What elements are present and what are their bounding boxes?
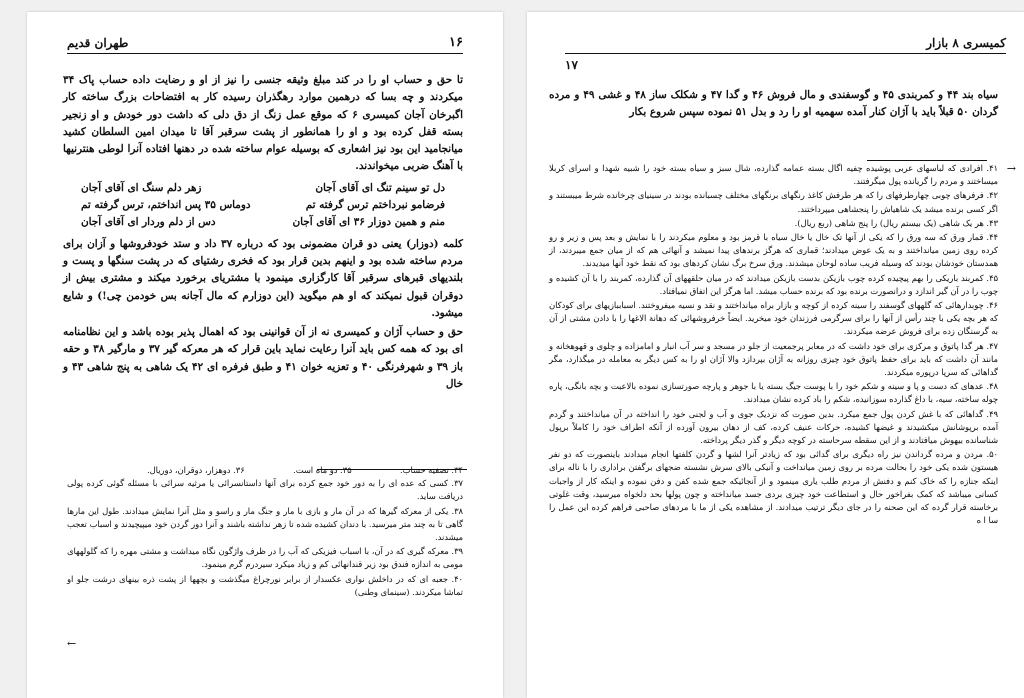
right-page [527, 12, 1024, 698]
verse-hemistich: دس از دلم وردار ای آقای آجان [81, 216, 216, 229]
footnote: ۳۵. دو ماه است. [293, 465, 352, 475]
left-page-number: ۱۶ [449, 35, 463, 50]
verse-hemistich: فرضامو نبرداختم ترس گرفته تم [305, 199, 445, 212]
footnote-inline-row [67, 464, 463, 477]
footnote: ۴۸. عدهای که دست و پا و سینه و شکم خود را با پوست جیگ بسته یا با جوهر و پارچه صورتسازی نموده بالاعبت و بچه بانگی، پاره چوله ساخته، سیه، با داغ گذارده سوزانیده، شکم را باد کرده نشان میدادند. [549, 381, 998, 405]
footnote: ۴۰. جعبه ای که در داخلش نواری عکسدار از برابر نورچراغ میگذشت و بچهها از پشت ذره بینهای درشت جلو او تماشا میکردند. (سینمای وطنی) [67, 573, 463, 597]
footnote: ۳۴. تصفیه حساب. [400, 465, 463, 475]
footnote: ۳۹. معرکه گیری که در آن، با اسباب فیزیکی که آب را در ظرف واژگون نگاه میداشت و مشتی مهره را که گلولههای مومی به اندازه فندق بود زیر قندانهائی کم و زیاد میکرد سیردرم گرم مینمود. [67, 546, 463, 570]
footnote: ۳۸. یکی از معرکه گیرها که در آن مار و بازی با مار و جنگ مار و راسو و مثل آنرا نمایش میدادند. طول این مارها گاهی تا به چند متر میرسید. با دندان کشیده شده تا زهر نداشته باشند و آنرا دور گردن خود میپیچیدند و اسباب تعجب میشدند. [67, 505, 463, 543]
footnote: ۴۹. گداهائی که با غش کردن پول جمع میکرد. بدین صورت که نزدیک جوی و آب و لجنی خود را انداخته در آن میانداختند و گردم آمده برپوشانش میکشیدند و غیضها کشیده، حرکات عنیف کرده، کف از دهان بیرون آورده از آنکه اطراف خود را کاملاً برپول شناسانده بیهوش میافتادند و از این سقطه سرحاسته در کوچه دیگر و گذر دیگر پرداخته. [549, 408, 998, 446]
footnote: ۴۶. چوبدارهائی که گلههای گوسفند را سینه کرده از کوچه و بازار براه میانداختند و نقد و نسیه میفروختند. اسباببازیهای برای کودکان که هر بچه یکی با چند رأس از آنها را برای سرگرمی فرزندان خود میخرید. ایضاً خرفروشهائی که دهانة الاغها را با دادن مشتی از آن به گرسنگان زده برای فروش عرضه میکردند. [549, 300, 998, 337]
right-footnotes [549, 162, 998, 528]
footnote: ۴۷. هر گدا پاتوق و مرکزی برای خود داشت که در معابر پرجمعیت از جلو در مسجد و سر آب انبار و امامزاده و چلوی و قهوهخانه و مانند آن داشت که باید برای حفظ پاتوق خود چیزی روزانه به آژان بپردازد والا آژان او را به کس دیگر به معامله در میگذارد، مگر گداهائی که سرپا درپوره میکردند. [549, 340, 998, 378]
left-paragraph-2: کلمه (دوزار) یعنی دو قران مضمونی بود که درباره ۳۷ داد و ستد خودفروشها و آزان برای مردم ساخته شده بود و اینهم بدین قرار بود که فخری رشتیای که در پشت سنگها و پست و بلندیهای قبرهای سرقبر آقا کارگزاری مینمود با مشتریای برخورد میکند و مشتری بیش از دوقران قبول نمیکند که او هم میگوید (این دوزارم که مال آجانه بس خودمن چی!) و شایع میشود. [63, 237, 463, 319]
verse-hemistich: زهر دلم سنگ ای آقای آجان [81, 181, 202, 194]
left-page [27, 12, 503, 698]
footnote: ۴۴. قمار ورق که سه ورق را که یکی از آنها تک خال یا خال سیاه با قرمز بود و معلوم میکردند را با نمایش و بعد پس و زیر و رو کرده روی زمین میانداختند و به یک عوض میدادند؛ قماری که هرگز برندهای پیدا نمیشد و آنهائی هم که از میان جمع میبردند، از همدستان خودشان بودند که وسیله فریب ساده لوحان میشدند. ورق سرخ برگ نشان کردهای بود که نقط خود آنها میدیدند. [549, 232, 998, 269]
footnote: ۳۶. دوهزار، دوقران، دوریال. [147, 465, 245, 475]
left-running-title: طهران قدیم [67, 36, 129, 50]
right-paragraph-1: سیاه بند ۴۴ و کمربندی ۴۵ و گوسفندی و مال فروش ۴۶ و گدا ۴۷ و شکلک ساز ۴۸ و غشی ۴۹ و مرده گردان ۵۰ قبلاً باید با آژان کنار آمده سهمیه او را رد و بدل ۵۱ نموده سپس شروع بکار [549, 89, 999, 119]
right-body-text [549, 87, 998, 124]
right-footnote-rule [867, 160, 987, 161]
right-page-number: ۱۷ [565, 58, 578, 72]
verse-block [63, 180, 463, 232]
right-running-title: کمیسری ۸ بازار [926, 36, 1006, 50]
footnote: ۴۱. افرادی که لباسهای عربی پوشیده چفیه اگال بسته عمامه گذارده، شال سبز و سیاه بسته خود را شبیه شهدا و اسرای کربلا میساختند و مردم را گریانده پول میگرفتند. [549, 163, 998, 187]
footnote: ۴۵. کمربند باریکی را بهم پیچیده کرده چوب بازیکن بدست بازیکن میدادند که در میان حلقههای آن گذارده، کمربند را با آن کشیده و چوب را در آن گیر اندازد و درانصورت برنده بود که برنده حساب میشد. اما هرگز این اتفاق نمیافتاد. [549, 272, 998, 296]
footnote: ۴۲. فرفرهای چوبی چهارطرفهای را که هر طرفش کاغذ رنگهای برنگهای مختلف چسبانده بودند در سینیای چرخانده شرط میبستند و اگر کسی برنده میشد یک شاهیاش را پنجشاهی میپرداختند. [549, 190, 998, 214]
left-running-head [67, 33, 463, 54]
left-footnotes [67, 464, 463, 600]
verse-hemistich: دل تو سینم تنگ ای آقای آجان [315, 181, 445, 194]
continuation-arrow-icon: ← [67, 637, 77, 650]
verse-hemistich: منم و همین دوزار ۳۶ ای آقای آجان [292, 216, 445, 229]
right-running-head [565, 33, 1006, 72]
left-paragraph-1: تا حق و حساب او را در کند مبلغ وثیقه جنسی را نیز از او و رضایت داده حساب پاک ۳۴ میکردند و چه بسا که درهمین موارد رهگذران رسیده کار به افتضاحات بزرگ ساخته کار اگبرخان آجان کمیسری ۶ که موقع عمل زنگ از دق دلی که داشت دور خودش و او زنجیر بسته قفل کرده بود و او را همانطور از پشت سرقبر آقا تا میدان امین السلطان کشید میانجامید این بود نیز اشعاری که بوسیله عوام ساخته شده در دهنها افتاده آنرا لوطی هنترنیها با آهنگ ضربی میخواندند. [63, 74, 463, 173]
verse-row [63, 197, 463, 214]
verse-row [63, 180, 463, 197]
footnote: ۳۷. کسی که عده ای را به دور خود جمع کرده برای آنها داستانسرائی یا مرثیه سرائی با مسئله گوئی کرده پولی دریافت ساید. [67, 478, 463, 502]
left-body-text [63, 72, 463, 395]
verse-row [63, 214, 463, 231]
left-paragraph-3: حق و حساب آژان و کمیسری نه از آن قوانینی بود که اهمال پذیر بوده باشد و این نظامنامه ای بود که همه کس باید آنرا رعایت نماید باین قرار که هر معرکه گیر ۳۷ و مارگیر ۳۸ و حقه باز ۳۹ و شهرفرنگی ۴۰ و تعزیه خوان ۴۱ و طبق فرفره ای ۴۲ یک شاهی به پنج شاهی ۴۳ و خال [63, 326, 464, 391]
verse-hemistich: دوماس ۳۵ پس انداختم، ترس گرفته تم [81, 199, 251, 212]
footnote: ۴۳. هر یک شاهی (یک بیستم ریال) را پنج شاهی (ربع ریال). [794, 217, 998, 228]
continuation-arrow-icon: → [1006, 162, 1016, 175]
footnote: ۵۰. مردن و مرده گرداندن نیز راه دیگری برای گدائی بود که زیادتر آنرا لشها و گردن کلفتها انجام میدادند باینصورت که دو نفر هیستون شده یکی خود را بحالت مرده بر روی زمین میانداخت و آنیکی بالای سرش نشسته ضجهای برگفتن براداری را با ناله برای اینکه جنازه را که خاک کنم و دفنش از مردم طلب یاری مینمود و از آنجائیکه جمع شده کفن و دفن نموده و اینکه کار از واجبات کسانی میباشد که کمک بفراخور حال و استطاعت خود چیزی بردی جسد میانداخته و چون پولها بحد دلخواه میرسید، وقت غلوتی برخاسته قرار گرده که این صحنه را در جای دیگر ترتیب میدادند. از مشاهده یکی از ما با مردهای صاحبی فراهم کرده این عمل را سا ا ه [549, 449, 998, 526]
